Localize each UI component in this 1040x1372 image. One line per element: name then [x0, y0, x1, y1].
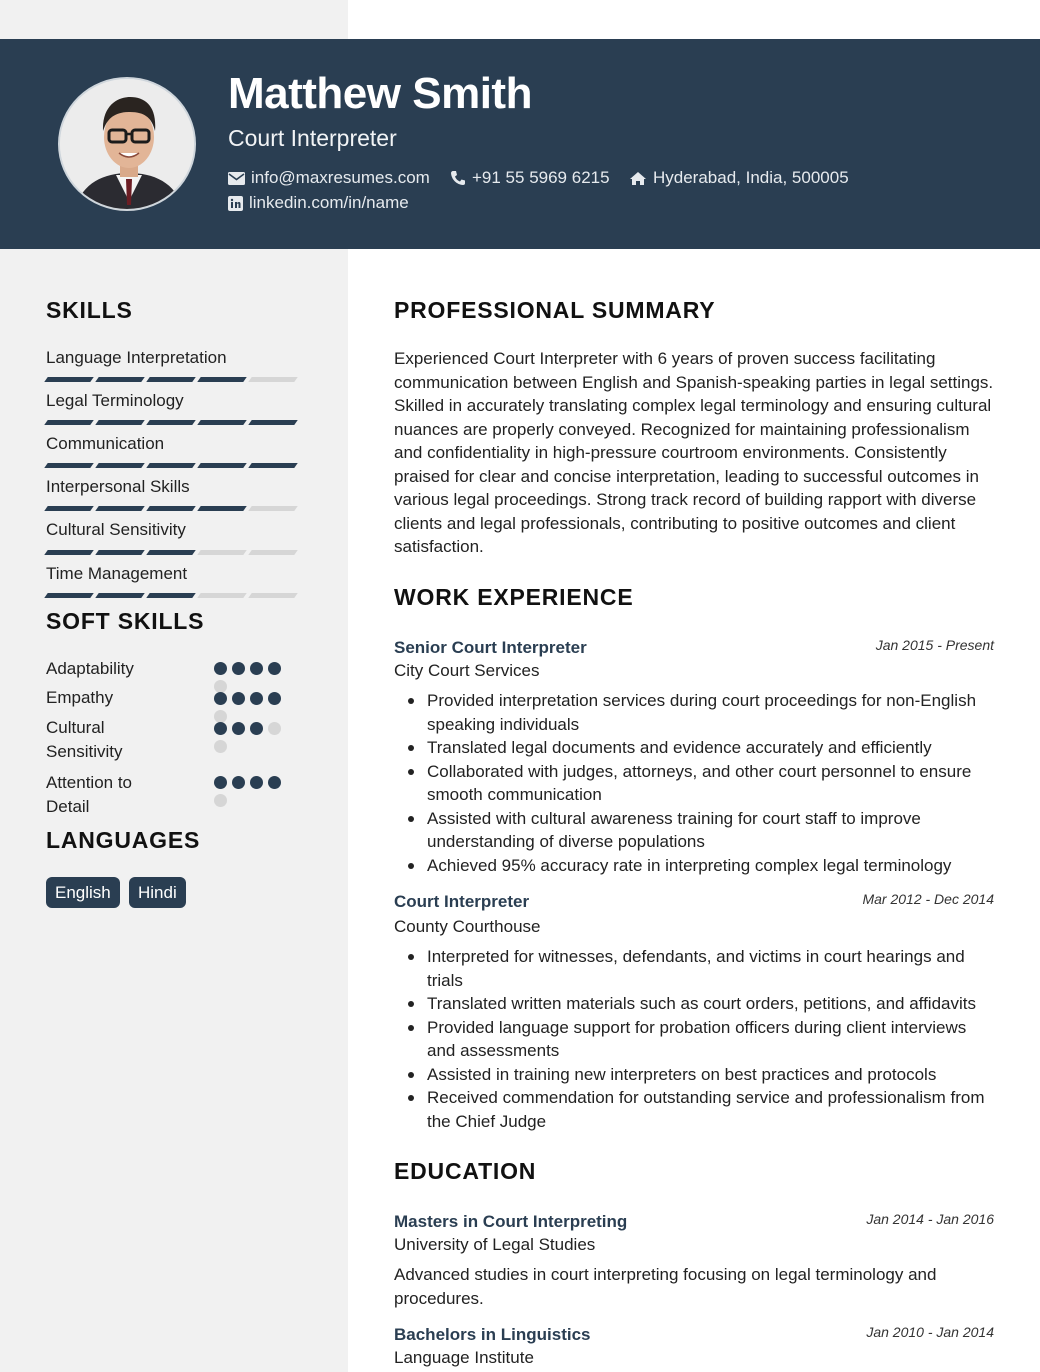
school-name: University of Legal Studies — [394, 1235, 596, 1254]
resume-header — [0, 39, 1040, 249]
soft-skill-dot — [214, 692, 227, 705]
summary-text: Experienced Court Interpreter with 6 years of proven success facilitating communication between English and Spanish-speaking parties in legal settings. Skilled in accurately translating complex legal terminology and ensuring cultural nuances are properly conveyed. Recognized for maintaining professionalism and confidentiality in high-pressure courtroom environments. Consistently praised for clear and concise interpretation, leading to successful outcomes in various legal proceedings. Strong track record of building rapport with diverse clients and legal professionals, contributing to positive outcomes and client satisfaction. — [394, 349, 994, 556]
skill-level-segment — [44, 593, 94, 598]
soft-skill-dot — [232, 776, 245, 789]
skill-label: Interpersonal Skills — [46, 477, 190, 496]
education-date: Jan 2014 - Jan 2016 — [866, 1211, 994, 1227]
email-text: info@maxresumes.com — [251, 168, 430, 187]
skill-level-segment — [248, 420, 298, 425]
candidate-name: Matthew Smith — [228, 69, 532, 118]
skill-level-segment — [146, 506, 196, 511]
soft-skill-dot — [250, 776, 263, 789]
list-item: Assisted with cultural awareness training for court staff to improve understanding of diverse populations — [394, 807, 994, 854]
skill-level-segment — [44, 550, 94, 555]
skill-level-segment — [44, 420, 94, 425]
languages-heading: LANGUAGES — [46, 827, 201, 853]
skills-heading: SKILLS — [46, 297, 133, 323]
skill-level-segment — [95, 506, 145, 511]
skill-bar — [46, 593, 296, 598]
envelope-icon — [228, 172, 245, 185]
soft-skill-label: Adaptability — [46, 659, 134, 678]
list-item: Received commendation for outstanding service and professionalism from the Chief Judge — [394, 1086, 994, 1133]
job-date: Mar 2012 - Dec 2014 — [862, 891, 994, 907]
skill-level-segment — [146, 593, 196, 598]
language-tag: English — [46, 877, 120, 908]
list-item: Interpreted for witnesses, defendants, and victims in court hearings and trials — [394, 945, 994, 992]
soft-skill-dot — [214, 662, 227, 675]
list-item: Achieved 95% accuracy rate in interpreting complex legal terminology — [394, 854, 994, 878]
job-company: County Courthouse — [394, 917, 541, 936]
soft-skill-dot — [268, 692, 281, 705]
skill-level-segment — [248, 506, 298, 511]
soft-skill-dot — [214, 740, 227, 753]
soft-skill-dots — [214, 722, 290, 753]
soft-skill-dot — [268, 662, 281, 675]
language-tag: Hindi — [129, 877, 186, 908]
soft-skill-dots — [214, 662, 290, 693]
contact-email[interactable] — [228, 168, 430, 188]
soft-skill-dot — [214, 722, 227, 735]
profile-photo — [58, 77, 196, 211]
job-role: Senior Court Interpreter — [394, 638, 587, 657]
skill-level-segment — [44, 377, 94, 382]
soft-skill-dot — [232, 722, 245, 735]
soft-skill-dot — [214, 776, 227, 789]
skill-level-segment — [197, 506, 247, 511]
skill-label: Communication — [46, 434, 165, 453]
soft-skills-heading: SOFT SKILLS — [46, 608, 205, 634]
contact-linkedin[interactable] — [228, 193, 409, 213]
education-heading: EDUCATION — [394, 1158, 537, 1184]
skill-level-segment — [248, 463, 298, 468]
address-text: Hyderabad, India, 500005 — [653, 168, 849, 187]
skill-level-segment — [197, 420, 247, 425]
skill-level-segment — [44, 463, 94, 468]
skill-level-segment — [95, 593, 145, 598]
skill-level-segment — [44, 506, 94, 511]
skill-level-segment — [146, 550, 196, 555]
skill-level-segment — [95, 550, 145, 555]
list-item: Collaborated with judges, attorneys, and other court personnel to ensure smooth communication — [394, 760, 994, 807]
skill-bar — [46, 377, 296, 382]
soft-skill-dot — [250, 662, 263, 675]
contact-phone[interactable] — [450, 168, 610, 188]
skill-bar — [46, 506, 296, 511]
soft-skill-dot — [232, 662, 245, 675]
job-title: Court Interpreter — [228, 125, 397, 151]
list-item: Translated legal documents and evidence accurately and efficiently — [394, 736, 994, 760]
linkedin-text: linkedin.com/in/name — [249, 193, 409, 212]
soft-skill-dot — [268, 776, 281, 789]
skill-bar — [46, 550, 296, 555]
job-company: City Court Services — [394, 661, 540, 680]
skill-level-segment — [197, 593, 247, 598]
skill-level-segment — [197, 463, 247, 468]
job-bullets — [394, 945, 994, 1133]
soft-skill-label: Attention to Detail — [46, 773, 133, 816]
skill-label: Cultural Sensitivity — [46, 520, 186, 539]
school-name: Language Institute — [394, 1348, 534, 1367]
skill-bar — [46, 420, 296, 425]
soft-skill-dots — [214, 776, 290, 807]
soft-skill-dot — [268, 722, 281, 735]
home-icon — [629, 171, 647, 186]
linkedin-icon — [228, 196, 243, 211]
degree-title: Masters in Court Interpreting — [394, 1212, 628, 1231]
skill-bar — [46, 463, 296, 468]
skill-label: Language Interpretation — [46, 348, 227, 367]
education-description: Advanced studies in court interpreting focusing on legal terminology and procedures. — [394, 1265, 937, 1308]
soft-skill-dot — [250, 692, 263, 705]
soft-skill-dot — [214, 794, 227, 807]
skill-level-segment — [95, 420, 145, 425]
skill-level-segment — [95, 463, 145, 468]
skill-level-segment — [146, 420, 196, 425]
skill-level-segment — [197, 550, 247, 555]
skill-level-segment — [197, 377, 247, 382]
skill-level-segment — [248, 593, 298, 598]
phone-text: +91 55 5969 6215 — [472, 168, 610, 187]
skill-label: Time Management — [46, 564, 188, 583]
contact-address — [629, 168, 849, 188]
skill-level-segment — [248, 377, 298, 382]
soft-skill-label: Empathy — [46, 688, 114, 707]
soft-skill-dot — [250, 722, 263, 735]
list-item: Translated written materials such as court orders, petitions, and affidavits — [394, 992, 994, 1016]
list-item: Assisted in training new interpreters on best practices and protocols — [394, 1063, 994, 1087]
soft-skill-dot — [232, 692, 245, 705]
job-date: Jan 2015 - Present — [875, 637, 994, 653]
phone-icon — [450, 170, 466, 186]
skill-level-segment — [95, 377, 145, 382]
soft-skill-label: Cultural Sensitivity — [46, 718, 123, 761]
skill-level-segment — [248, 550, 298, 555]
education-date: Jan 2010 - Jan 2014 — [866, 1324, 994, 1340]
degree-title: Bachelors in Linguistics — [394, 1325, 591, 1344]
skill-level-segment — [146, 377, 196, 382]
list-item: Provided interpretation services during court proceedings for non-English speaking individuals — [394, 689, 994, 736]
experience-heading: WORK EXPERIENCE — [394, 584, 634, 610]
list-item: Provided language support for probation officers during client interviews and assessments — [394, 1016, 994, 1063]
skill-label: Legal Terminology — [46, 391, 184, 410]
job-bullets — [394, 689, 994, 877]
summary-heading: PROFESSIONAL SUMMARY — [394, 297, 716, 323]
skill-level-segment — [146, 463, 196, 468]
soft-skill-dots — [214, 692, 290, 723]
job-role: Court Interpreter — [394, 892, 530, 911]
